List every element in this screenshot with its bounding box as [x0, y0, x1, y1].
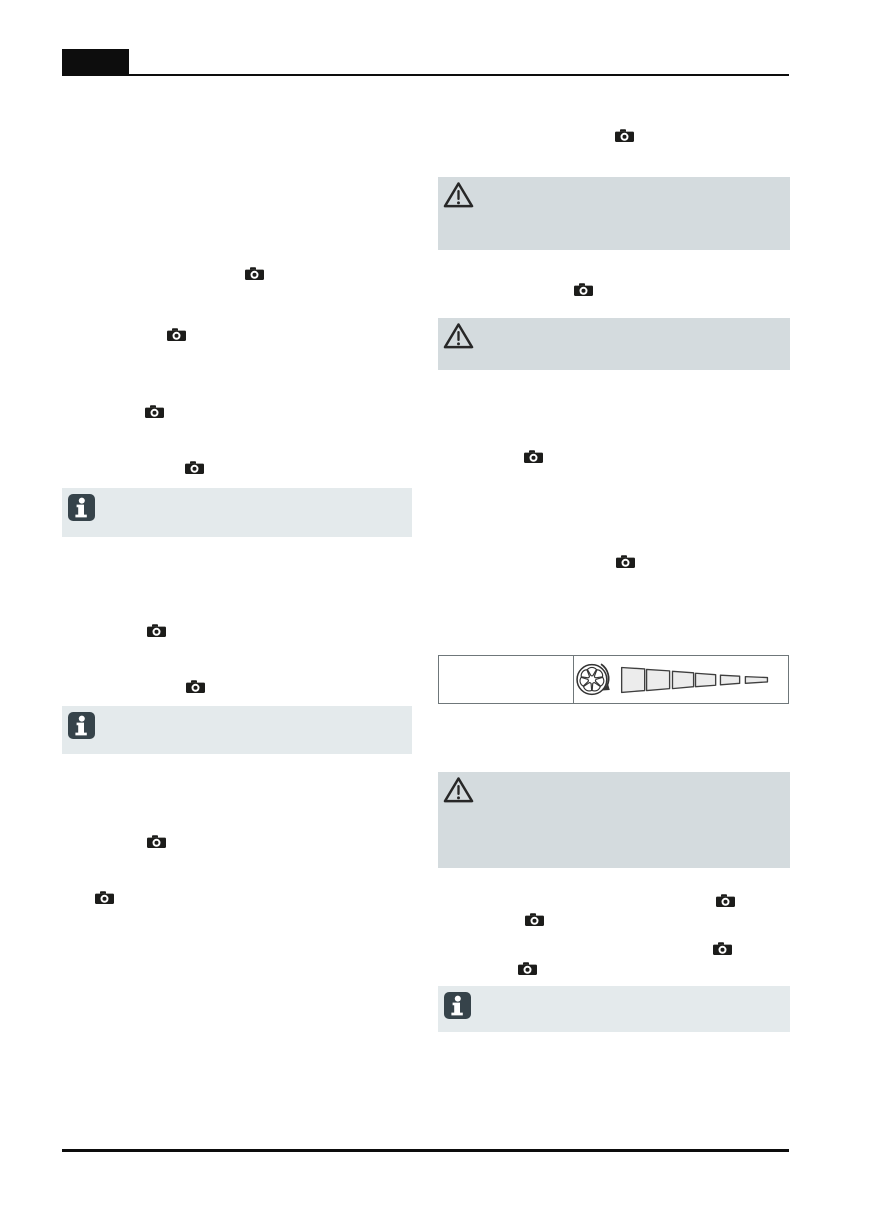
- camera-icon: [185, 461, 204, 474]
- level-step: [647, 669, 670, 690]
- info-icon: [444, 992, 471, 1019]
- level-step: [720, 675, 739, 685]
- info-note-box: [62, 488, 412, 537]
- camera-icon: [186, 680, 205, 693]
- camera-icon: [716, 894, 735, 907]
- info-icon: [68, 494, 95, 521]
- footer-rule: [62, 1149, 789, 1152]
- warning-triangle-icon: [443, 181, 474, 209]
- camera-icon: [574, 283, 593, 296]
- camera-icon: [616, 555, 635, 568]
- warning-note-box: [438, 772, 790, 868]
- level-step: [745, 677, 767, 684]
- level-step: [622, 668, 645, 693]
- warning-triangle-icon: [443, 322, 474, 350]
- camera-icon: [615, 129, 634, 142]
- camera-icon: [245, 267, 264, 280]
- level-step: [696, 673, 716, 686]
- warning-triangle-icon: [443, 776, 474, 804]
- camera-icon: [167, 328, 186, 341]
- warning-note-box: [438, 177, 790, 250]
- camera-icon: [145, 405, 164, 418]
- camera-icon: [518, 962, 537, 975]
- info-icon: [68, 712, 95, 739]
- camera-icon: [524, 450, 543, 463]
- warning-note-box: [438, 318, 790, 370]
- level-steps: [622, 668, 768, 693]
- level-step: [672, 671, 693, 688]
- camera-icon: [713, 942, 732, 955]
- camera-icon: [147, 835, 166, 848]
- info-note-box: [438, 986, 790, 1032]
- camera-icon: [525, 913, 544, 926]
- header-rule: [62, 74, 789, 76]
- info-note-box: [62, 706, 412, 754]
- camera-icon: [147, 624, 166, 637]
- table-cell-divider: [573, 656, 574, 703]
- camera-icon: [95, 891, 114, 904]
- chapter-tab: [62, 49, 129, 75]
- rotary-wheel-icon: [577, 664, 610, 694]
- rotary-wheel-diagram: [439, 656, 788, 703]
- speed-level-table: [438, 655, 789, 704]
